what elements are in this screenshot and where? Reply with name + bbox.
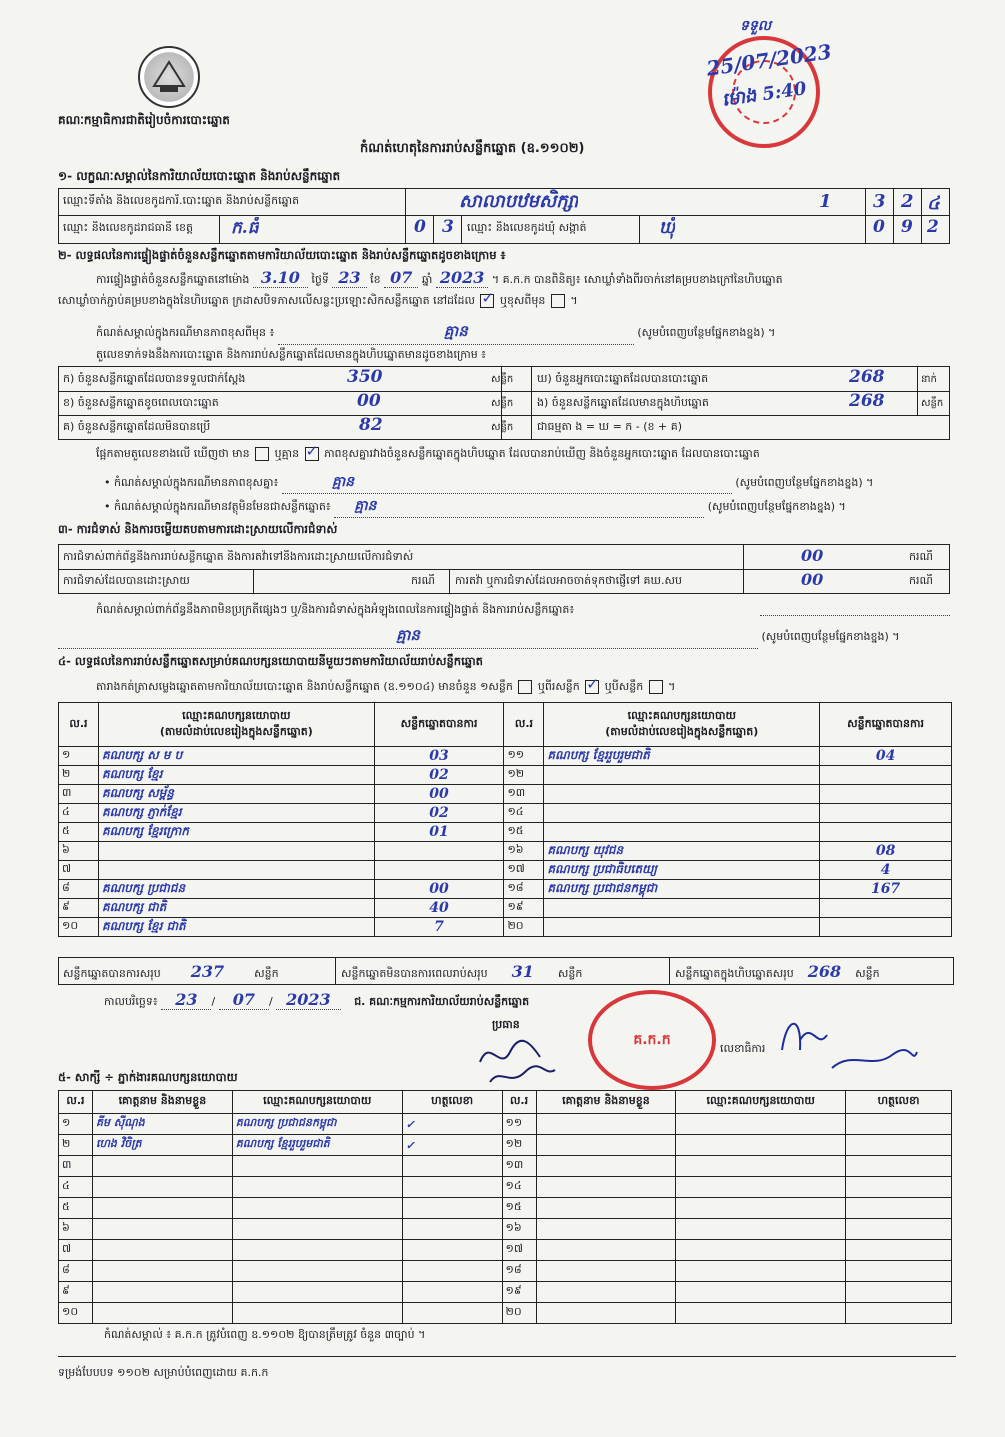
- tally-intro-text: តារាងកត់ត្រាសម្លេងឆ្នោតតាមការិយាល័យបោះឆ្នោត និងរាប់សន្លឹកឆ្នោត (ឧ.១១០៤) មានចំនួន ១សន្លឹក: [96, 680, 513, 693]
- result-party[interactable]: [98, 861, 374, 880]
- page-title: កំណត់ហេតុនៃការរាប់សន្លឹកឆ្នោត (ឧ.១១០២): [360, 141, 585, 156]
- w-col-sign-left: ហត្ថលេខា: [402, 1091, 502, 1114]
- three-sheets-checkbox[interactable]: [649, 680, 663, 694]
- counts-table: [58, 366, 950, 440]
- witness-sign[interactable]: [402, 1282, 502, 1303]
- result-row: [59, 918, 952, 937]
- sign-label: ជ. គណៈកម្មការការិយាល័យរាប់សន្លឹកឆ្នោត: [354, 995, 530, 1008]
- witness-sign[interactable]: [402, 1156, 502, 1177]
- result-no: ១៧: [504, 861, 544, 880]
- witness-row: [59, 1282, 952, 1303]
- witness-no: ៣: [59, 1156, 93, 1177]
- verify-year-label: ឆ្នាំ: [421, 273, 433, 286]
- result-no: ៩: [59, 899, 99, 918]
- result-party[interactable]: គណបក្ស ភ្ញាក់ខ្មែរ: [98, 804, 374, 823]
- witness-sign[interactable]: [846, 1303, 952, 1324]
- w-col-name-right: គោត្តនាម និងនាមខ្លួន: [536, 1091, 676, 1114]
- witness-no: ១៥: [502, 1198, 536, 1219]
- diff-note-label: កំណត់សម្គាល់ក្នុងករណីមានភាពខុសពីមុន ៖: [96, 326, 275, 339]
- result-row: [59, 785, 952, 804]
- result-no: ១៤: [504, 804, 544, 823]
- witness-sign[interactable]: ✓: [402, 1114, 502, 1135]
- box-total-value[interactable]: 268: [807, 962, 842, 981]
- result-votes[interactable]: [820, 899, 952, 918]
- result-votes[interactable]: [374, 861, 504, 880]
- bullet1: [104, 472, 954, 494]
- result-no: ១៦: [504, 842, 544, 861]
- result-votes[interactable]: [820, 823, 952, 842]
- result-party[interactable]: គណបក្ស ខ្មែរ: [98, 766, 374, 785]
- count-e-value[interactable]: 268: [849, 391, 885, 411]
- diff-note: [96, 322, 956, 345]
- result-votes[interactable]: 08: [820, 842, 952, 861]
- witness-row: [59, 1240, 952, 1261]
- tally-intro-c: ឬបីសន្លឹក: [604, 680, 644, 693]
- irregular-note-label: កំណត់សម្គាល់ពាក់ព័ន្ធនឹងភាពមិនប្រក្រតីផ្សេងៗ ឬ/និងការជំទាស់ក្នុងអំឡុងពេលនៃការផ្ទៀងផ្ទាត់ និងការរាប់សន្លឹកឆ្នោត៖: [96, 603, 575, 616]
- bullet2-value[interactable]: គ្មាន: [334, 496, 704, 518]
- date-year[interactable]: 2023: [276, 990, 341, 1010]
- result-votes[interactable]: [374, 842, 504, 861]
- changed-checkbox[interactable]: [551, 294, 565, 308]
- commune-code-3: 2: [927, 217, 939, 237]
- witness-party[interactable]: [676, 1282, 846, 1303]
- witness-sign[interactable]: [846, 1282, 952, 1303]
- result-row: [59, 804, 952, 823]
- witness-name[interactable]: [92, 1240, 232, 1261]
- result-no: ៦: [59, 842, 99, 861]
- w-col-party-right: ឈ្មោះគណបក្សនយោបាយ: [676, 1091, 846, 1114]
- count-c-unit: សន្លឹក: [491, 422, 514, 433]
- chair-label: ប្រធាន: [492, 1018, 520, 1031]
- objection-row2-label: ការជំទាស់ដែលបានដោះស្រាយ: [63, 574, 190, 587]
- date-label: កាលបរិច្ឆេទ៖: [104, 995, 158, 1008]
- witness-party[interactable]: [676, 1198, 846, 1219]
- unchanged-checkbox[interactable]: [480, 294, 494, 308]
- site-label: ឈ្មោះទីតាំង និងលេខកូដការិ.បោះឆ្នោត និងរាប់សន្លឹកឆ្នោត: [63, 194, 300, 207]
- w-col-sign-right: ហត្ថលេខា: [846, 1091, 952, 1114]
- result-party[interactable]: គណបក្ស ប្រជាជន: [98, 880, 374, 899]
- witness-name[interactable]: [92, 1282, 232, 1303]
- result-party[interactable]: គណបក្ស ប្រជាធិបតេយ្យ: [544, 861, 820, 880]
- witness-name[interactable]: [536, 1114, 676, 1135]
- result-votes[interactable]: [820, 804, 952, 823]
- verify-text: ការផ្ទៀងផ្ទាត់ចំនួនសន្លឹកឆ្នោតនៅម៉ោង: [96, 273, 250, 286]
- bullet1-label: • កំណត់សម្គាល់ក្នុងករណីមានភាពខុសគ្នា៖: [104, 476, 279, 489]
- irregular-note-line2: [58, 626, 958, 649]
- difference-rest: ភាពខុសគ្នារវាងចំនួនសន្លឹកឆ្នោតក្នុងហិបឆ្នោត ដែលបានរាប់ឃើញ និងចំនួនអ្នកបោះឆ្នោត ដែលបានបោះឆ្នោត: [324, 447, 760, 460]
- result-row: [59, 861, 952, 880]
- site-value: សាលាបឋមសិក្សា: [459, 191, 579, 212]
- result-votes[interactable]: 02: [374, 766, 504, 785]
- objection-row2-unit2: ករណី: [909, 574, 933, 587]
- witness-no: ៥: [59, 1198, 93, 1219]
- bullet1-hint: (សូមបំពេញបន្ថែមផ្នែកខាងខ្នង) ។: [735, 476, 874, 489]
- irregular-note-dots1: [760, 615, 950, 616]
- witness-party[interactable]: [676, 1135, 846, 1156]
- diff-note-value[interactable]: គ្មាន: [278, 322, 634, 345]
- witness-name[interactable]: [536, 1156, 676, 1177]
- witness-sign[interactable]: ✓: [402, 1135, 502, 1156]
- result-party[interactable]: គណបក្ស សម្ព័ន្ធ: [98, 785, 374, 804]
- objection-row1-label: ការជំទាស់ពាក់ព័ន្ធនឹងការរាប់សន្លឹកឆ្នោត និងការតវ៉ាទៅនឹងការដោះស្រាយលើការជំទាស់: [63, 550, 414, 563]
- count-a-unit: សន្លឹក: [491, 374, 514, 385]
- tally-intro-b: ឬពីរសន្លឹក: [537, 680, 580, 693]
- results-table: [58, 702, 952, 937]
- witness-sign[interactable]: [846, 1240, 952, 1261]
- col-votes-left: សន្លឹកឆ្នោតបានការ: [374, 703, 504, 747]
- witness-name[interactable]: [536, 1198, 676, 1219]
- result-no: ៨: [59, 880, 99, 899]
- difference-label: ផ្អែកតាមតួលេខខាងលើ ឃើញថា មាន: [96, 447, 250, 460]
- witness-name[interactable]: [92, 1177, 232, 1198]
- committee-logo: [138, 46, 200, 108]
- site-code-3: 2: [901, 191, 914, 212]
- witness-no: ១០: [59, 1303, 93, 1324]
- witness-name[interactable]: [536, 1219, 676, 1240]
- stamp-date: 25/07/2023: [704, 39, 833, 81]
- result-party[interactable]: គណបក្ស យុវជន: [544, 842, 820, 861]
- verify-line: [96, 268, 956, 289]
- witness-sign[interactable]: [402, 1261, 502, 1282]
- verify-day: 23: [332, 268, 366, 288]
- witness-name[interactable]: [92, 1156, 232, 1177]
- province-code-1: 0: [414, 217, 426, 237]
- result-party[interactable]: [544, 785, 820, 804]
- result-no: ២០: [504, 918, 544, 937]
- two-sheets-checkbox[interactable]: [585, 680, 599, 694]
- witness-no: ១: [59, 1114, 93, 1135]
- witness-row: [59, 1219, 952, 1240]
- result-no: ១២: [504, 766, 544, 785]
- w-col-no-left: ល.រ: [59, 1091, 93, 1114]
- witness-no: ៤: [59, 1177, 93, 1198]
- irregular-note-value[interactable]: គ្មាន: [58, 626, 758, 649]
- witness-sign[interactable]: [846, 1135, 952, 1156]
- witness-no: ១៨: [502, 1261, 536, 1282]
- province-label: ឈ្មោះ និងលេខកូដរាជធានី ខេត្ត: [63, 221, 193, 234]
- result-party[interactable]: [98, 842, 374, 861]
- box-total: សន្លឹកឆ្នោតក្នុងហិបឆ្នោតសរុប 268 សន្លឹក: [675, 962, 880, 981]
- witness-row: [59, 1114, 952, 1135]
- witness-no: ៧: [59, 1240, 93, 1261]
- witness-no: ២: [59, 1135, 93, 1156]
- result-party[interactable]: [544, 766, 820, 785]
- commune-code-2: 9: [901, 217, 913, 237]
- witness-sign[interactable]: [402, 1177, 502, 1198]
- bullet1-value[interactable]: គ្មាន: [282, 472, 732, 494]
- has-difference-checkbox[interactable]: [255, 447, 269, 461]
- witness-party[interactable]: [676, 1240, 846, 1261]
- section4-heading: ៤- លទ្ធផលនៃការរាប់សន្លឹកឆ្នោតសម្រាប់គណបក្សនយោបាយនីមួយៗតាមការិយាល័យរាប់សន្លឹកឆ្នោត: [58, 654, 483, 668]
- result-votes[interactable]: 00: [374, 880, 504, 899]
- witness-party[interactable]: [232, 1282, 402, 1303]
- result-votes[interactable]: 01: [374, 823, 504, 842]
- witness-name[interactable]: [92, 1261, 232, 1282]
- result-votes[interactable]: 4: [820, 861, 952, 880]
- result-party[interactable]: [544, 918, 820, 937]
- result-row: [59, 842, 952, 861]
- witness-party[interactable]: [676, 1219, 846, 1240]
- one-sheet-checkbox[interactable]: [518, 680, 532, 694]
- stamp-time: ម៉ោង 5:40: [720, 78, 808, 111]
- witness-no: ៩: [59, 1282, 93, 1303]
- bullet2-hint: (សូមបំពេញបន្ថែមផ្នែកខាងខ្នង) ។: [707, 500, 846, 513]
- witness-sign[interactable]: [846, 1114, 952, 1135]
- section2-heading: ២- លទ្ធផលនៃការផ្ទៀងផ្ទាត់ចំនួនសន្លឹកឆ្នោតតាមការិយាល័យបោះឆ្នោត និងរាប់សន្លឹកឆ្នោតដូចខាងក្រោម ៖: [58, 248, 506, 262]
- witness-no: ១១: [502, 1114, 536, 1135]
- witness-name[interactable]: ហេង វិចិត្រ: [92, 1135, 232, 1156]
- witness-party[interactable]: [676, 1303, 846, 1324]
- witness-no: ១៩: [502, 1282, 536, 1303]
- date-day[interactable]: 23: [161, 990, 211, 1010]
- count-d-label: ឃ) ចំនួនអ្នកបោះឆ្នោតដែលបានបោះឆ្នោត: [537, 372, 709, 385]
- result-votes[interactable]: [820, 918, 952, 937]
- count-e-unit: សន្លឹក: [921, 398, 944, 409]
- witness-party[interactable]: [232, 1198, 402, 1219]
- witness-row: [59, 1156, 952, 1177]
- figures-intro: តួលេខទាក់ទងនឹងការបោះឆ្នោត និងការរាប់សន្លឹកឆ្នោតដែលមានក្នុងហិបឆ្នោតមានដូចខាងក្រោម ៖: [96, 348, 487, 361]
- witness-no: ៨: [59, 1261, 93, 1282]
- result-row: [59, 823, 952, 842]
- verify-month-label: ខែ: [370, 273, 381, 286]
- sign-date-line: កាលបរិច្ឆេទ៖ 23 / 07 / 2023 ជ. គណៈកម្មការការិយាល័យរាប់សន្លឹកឆ្នោត: [104, 990, 530, 1009]
- result-votes[interactable]: [820, 766, 952, 785]
- result-row: [59, 766, 952, 785]
- witness-name[interactable]: [92, 1219, 232, 1240]
- col-votes-right: សន្លឹកឆ្នោតបានការ: [820, 703, 952, 747]
- witness-party[interactable]: [676, 1261, 846, 1282]
- province-value: ក.ធំ: [231, 218, 259, 238]
- result-row: [59, 747, 952, 766]
- witness-footer-note: កំណត់សម្គាល់ ៖ គ.ក.ក ត្រូវបំពេញ ឧ.១១០២ ឱ្យបានត្រឹមត្រូវ ចំនួន ៣ច្បាប់ ។: [104, 1328, 426, 1341]
- result-no: ១៥: [504, 823, 544, 842]
- count-d-unit: នាក់: [921, 374, 937, 385]
- no-difference-checkbox[interactable]: [305, 447, 319, 461]
- formula: ជាធម្មតា ង = ឃ = ក - (ខ + គ): [537, 420, 682, 433]
- witness-name[interactable]: [92, 1303, 232, 1324]
- result-no: ១១: [504, 747, 544, 766]
- witness-party[interactable]: [232, 1219, 402, 1240]
- result-votes[interactable]: 04: [820, 747, 952, 766]
- result-row: [59, 880, 952, 899]
- witness-row: [59, 1135, 952, 1156]
- count-d-value[interactable]: 268: [849, 367, 885, 387]
- totals-row: [58, 957, 954, 985]
- witness-no: ២០: [502, 1303, 536, 1324]
- witness-name[interactable]: [536, 1135, 676, 1156]
- witness-no: ១៧: [502, 1240, 536, 1261]
- count-b-label: ខ) ចំនួនសន្លឹកឆ្នោតខូចពេលបោះឆ្នោត: [63, 396, 219, 409]
- count-b-unit: សន្លឹក: [491, 398, 514, 409]
- witness-party[interactable]: [676, 1177, 846, 1198]
- objection-table: [58, 544, 950, 594]
- result-votes[interactable]: 40: [374, 899, 504, 918]
- result-party[interactable]: [544, 823, 820, 842]
- chair-signature: [470, 1032, 560, 1092]
- section1-heading: ១- លក្ខណៈសម្គាល់នៃការិយាល័យបោះឆ្នោត និងរាប់សន្លឹកឆ្នោត: [58, 169, 341, 183]
- witness-name[interactable]: [536, 1303, 676, 1324]
- difference-line: [96, 447, 760, 463]
- tally-intro: តារាងកត់ត្រាសម្លេងឆ្នោតតាមការិយាល័យបោះឆ្នោត និងរាប់សន្លឹកឆ្នោត (ឧ.១១០៤) មានចំនួន ១សន្លឹក ឬពីរសន្លឹក ✓ ឬបីសន្លឹក ។: [96, 680, 675, 696]
- result-votes[interactable]: 167: [820, 880, 952, 899]
- verify-text-b: ។ គ.ក.ក បានពិនិត្យ៖ សោឃ្លាំទាំងពីរចាក់នៅគម្របខាងក្រៅនៃហិបឆ្នោត: [491, 273, 783, 286]
- witness-no: ១២: [502, 1135, 536, 1156]
- witness-sign[interactable]: [402, 1240, 502, 1261]
- witness-row: [59, 1177, 952, 1198]
- witness-no: ៦: [59, 1219, 93, 1240]
- result-no: ២: [59, 766, 99, 785]
- objection-row1-unit: ករណី: [909, 550, 933, 563]
- irregular-note-hint: (សូមបំពេញបន្ថែមផ្នែកខាងខ្នង) ។: [761, 630, 900, 643]
- result-no: ១: [59, 747, 99, 766]
- result-party[interactable]: គណបក្ស ខ្មែរក្រោក: [98, 823, 374, 842]
- witness-name[interactable]: [92, 1198, 232, 1219]
- witness-party[interactable]: [676, 1156, 846, 1177]
- w-col-party-left: ឈ្មោះគណបក្សនយោបាយ: [232, 1091, 402, 1114]
- count-a-label: ក) ចំនួនសន្លឹកឆ្នោតដែលបានទទួលជាក់ស្តែង: [63, 372, 246, 385]
- commune-value: ឃុំ: [659, 218, 676, 238]
- invalid-total-value[interactable]: 31: [511, 962, 534, 981]
- result-party[interactable]: [544, 899, 820, 918]
- section5-heading: ៥- សាក្សី ÷ ភ្នាក់ងារគណបក្សនយោបាយ: [58, 1070, 238, 1084]
- result-no: ១៩: [504, 899, 544, 918]
- witness-party[interactable]: [676, 1114, 846, 1135]
- valid-total: សន្លឹកឆ្នោតបានការសរុប 237 សន្លឹក: [63, 962, 279, 981]
- result-party[interactable]: [544, 804, 820, 823]
- result-no: ៧: [59, 861, 99, 880]
- col-party-right: ឈ្មោះគណបក្សនយោបាយ (តាមលំដាប់លេខរៀងក្នុងសន្លឹកឆ្នោត): [544, 703, 820, 747]
- count-c-value[interactable]: 82: [359, 415, 383, 435]
- count-b-value[interactable]: 00: [357, 391, 381, 411]
- result-votes[interactable]: 03: [374, 747, 504, 766]
- result-party[interactable]: គណបក្ស ខ្មែរ ជាតិ: [98, 918, 374, 937]
- witness-name[interactable]: [536, 1177, 676, 1198]
- seal-text-b: ឬខុសពីមុន: [499, 294, 546, 307]
- result-no: ១៣: [504, 785, 544, 804]
- section1-table: [58, 188, 950, 244]
- result-votes[interactable]: 7: [374, 918, 504, 937]
- witness-sign[interactable]: [846, 1219, 952, 1240]
- witness-sign[interactable]: [402, 1219, 502, 1240]
- witness-party[interactable]: [232, 1303, 402, 1324]
- objection-row1-value[interactable]: 00: [801, 546, 824, 565]
- bullet2: [104, 496, 954, 518]
- result-party[interactable]: គណបក្ស ប្រជាជនកម្ពុជា: [544, 880, 820, 899]
- result-no: ៣: [59, 785, 99, 804]
- form-footer: ទម្រង់បែបបទ ១១០២ សម្រាប់បំពេញដោយ គ.ក.ក: [58, 1366, 269, 1379]
- witness-no: ១៤: [502, 1177, 536, 1198]
- verify-year: 2023: [436, 268, 489, 288]
- committee-name: គណៈកម្មាធិការជាតិរៀបចំការបោះឆ្នោត: [58, 113, 230, 127]
- objection-row2-unit: ករណី: [411, 574, 435, 587]
- witness-sign[interactable]: [846, 1261, 952, 1282]
- witness-name[interactable]: [536, 1261, 676, 1282]
- province-code-2: 3: [442, 217, 454, 237]
- witness-table: [58, 1090, 952, 1324]
- site-code-2: 3: [873, 191, 886, 212]
- objection-row2-label2: ការតវ៉ា ឬការជំទាស់ដែលអាចចាត់ទុកថាផ្ញើទៅ គឃ.សប: [455, 574, 682, 587]
- date-month[interactable]: 07: [219, 990, 269, 1010]
- section3-heading: ៣- ការជំទាស់ និងការចម្លើយតបតាមការដោះស្រាយលើការជំទាស់: [58, 522, 338, 536]
- result-party[interactable]: គណបក្ស ខ្មែររួបរួមជាតិ: [544, 747, 820, 766]
- verify-time: 3.10: [253, 268, 308, 288]
- difference-none: ឬគ្មាន: [274, 447, 300, 460]
- stamp-received-label: ទទួល: [740, 18, 772, 34]
- witness-party[interactable]: [232, 1261, 402, 1282]
- result-row: [59, 899, 952, 918]
- count-e-label: ង) ចំនួនសន្លឹកឆ្នោតដែលមានក្នុងហិបឆ្នោត: [537, 396, 709, 409]
- witness-party[interactable]: [232, 1240, 402, 1261]
- witness-no: ១៣: [502, 1156, 536, 1177]
- witness-name[interactable]: [536, 1240, 676, 1261]
- col-party-left: ឈ្មោះគណបក្សនយោបាយ (តាមលំដាប់លេខរៀងក្នុងសន្លឹកឆ្នោត): [98, 703, 374, 747]
- invalid-total: សន្លឹកឆ្នោតមិនបានការពេលរាប់សរុប 31 សន្លឹក: [341, 962, 583, 981]
- bullet2-label: • កំណត់សម្គាល់ក្នុងករណីមានវត្ថុមិនមែនជាសន្លឹកឆ្នោត៖: [104, 500, 331, 513]
- valid-total-value[interactable]: 237: [190, 962, 225, 981]
- commune-code-1: 0: [873, 217, 885, 237]
- col-no-left: ល.រ: [59, 703, 99, 747]
- witness-party[interactable]: [232, 1156, 402, 1177]
- verify-day-label: ថ្ងៃទី: [311, 273, 329, 286]
- secretary-signature: [772, 1010, 922, 1080]
- witness-party[interactable]: គណបក្ស ប្រជាជនកម្ពុជា: [232, 1114, 402, 1135]
- witness-row: [59, 1261, 952, 1282]
- w-col-no-right: ល.រ: [502, 1091, 536, 1114]
- count-a-value[interactable]: 350: [347, 367, 383, 387]
- committee-stamp: គ.ក.ក: [588, 990, 716, 1090]
- result-no: ១០: [59, 918, 99, 937]
- witness-name[interactable]: គីម ស៊ីណុង: [92, 1114, 232, 1135]
- secretary-label: លេខាធិការ: [720, 1042, 766, 1055]
- objection-row2-value[interactable]: 00: [801, 570, 824, 589]
- diff-note-hint: (សូមបំពេញបន្ថែមផ្នែកខាងខ្នង) ។: [637, 326, 776, 339]
- result-votes[interactable]: 02: [374, 804, 504, 823]
- witness-no: ១៦: [502, 1219, 536, 1240]
- seal-text: សោឃ្លាំចាក់ភ្ជាប់គម្របខាងក្នុងនៃហិបឆ្នោត ក្រដាសបិទភាសលើសន្លះប្រឡោះសិកសន្លឹកឆ្នោត នៅដដែល: [58, 294, 475, 307]
- witness-sign[interactable]: [846, 1198, 952, 1219]
- result-no: ៥: [59, 823, 99, 842]
- result-party[interactable]: គណបក្ស ស ម ប: [98, 747, 374, 766]
- result-no: ៤: [59, 804, 99, 823]
- witness-row: [59, 1303, 952, 1324]
- witness-row: [59, 1198, 952, 1219]
- count-c-label: គ) ចំនួនសន្លឹកឆ្នោតដែលមិនបានប្រើ: [63, 420, 211, 433]
- witness-sign[interactable]: [846, 1156, 952, 1177]
- witness-name[interactable]: [536, 1282, 676, 1303]
- result-party[interactable]: គណបក្ស ជាតិ: [98, 899, 374, 918]
- site-code-1: 1: [819, 191, 832, 212]
- result-votes[interactable]: [820, 785, 952, 804]
- seal-line: សោឃ្លាំចាក់ភ្ជាប់គម្របខាងក្នុងនៃហិបឆ្នោត ក្រដាសបិទភាសលើសន្លះប្រឡោះសិកសន្លឹកឆ្នោត នៅដដែល ✓ ឬខុសពីមុន ។: [58, 294, 578, 310]
- witness-party[interactable]: [232, 1177, 402, 1198]
- commune-label: ឈ្មោះ និងលេខកូដឃុំ សង្កាត់: [467, 221, 587, 234]
- witness-sign[interactable]: [846, 1177, 952, 1198]
- site-code-4: ៤: [927, 193, 940, 214]
- w-col-name-left: គោត្តនាម និងនាមខ្លួន: [92, 1091, 232, 1114]
- result-votes[interactable]: 00: [374, 785, 504, 804]
- col-no-right: ល.រ: [504, 703, 544, 747]
- result-no: ១៨: [504, 880, 544, 899]
- witness-party[interactable]: គណបក្ស ខ្មែររួបរួមជាតិ: [232, 1135, 402, 1156]
- footer-divider: [58, 1356, 956, 1357]
- witness-sign[interactable]: [402, 1303, 502, 1324]
- witness-sign[interactable]: [402, 1198, 502, 1219]
- verify-month: 07: [384, 268, 418, 288]
